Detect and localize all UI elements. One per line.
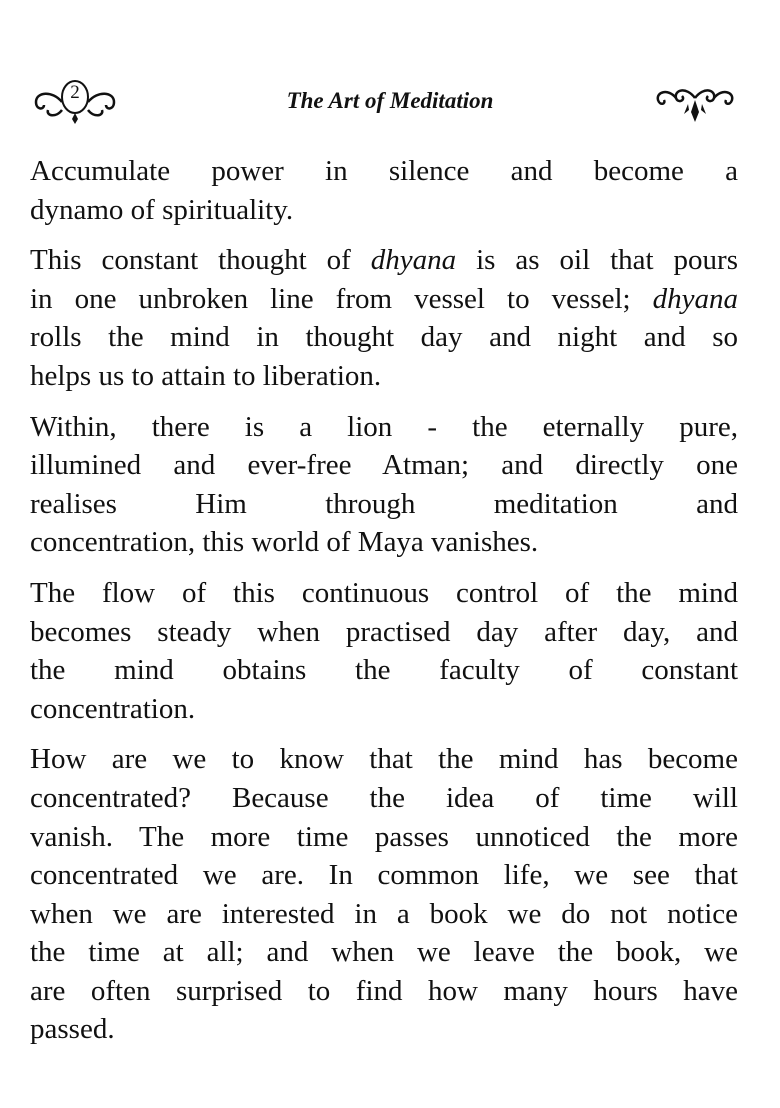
text-line <box>30 779 738 818</box>
text-segment: Within, there is a lion - the eternally pure, <box>30 410 738 443</box>
text-segment: illumined and ever-free Atman; and directly one <box>30 449 738 482</box>
text-segment: is as oil that pours <box>456 244 738 277</box>
text-segment: concentrated we are. In common life, we see that <box>30 859 738 892</box>
text-segment: rolls the mind in thought day and night and so <box>30 321 738 354</box>
text-segment: realises Him through meditation and <box>30 487 738 520</box>
paragraph <box>30 152 738 229</box>
paragraph <box>30 740 738 1049</box>
text-line <box>30 740 738 779</box>
fleuron-ornament-icon <box>650 84 740 124</box>
text-segment: How are we to know that the mind has become <box>30 743 738 776</box>
text-line <box>30 408 738 447</box>
paragraph <box>30 241 738 395</box>
text-line <box>30 446 738 485</box>
text-segment: the time at all; and when we leave the book, we <box>30 936 738 969</box>
text-line <box>30 241 738 280</box>
text-segment: vanish. The more time passes unnoticed the more <box>30 820 738 853</box>
text-segment: Accumulate power in silence and become a <box>30 155 738 187</box>
text-segment: in one unbroken line from vessel to vessel; <box>30 282 653 315</box>
paragraph <box>30 408 738 562</box>
text-line <box>30 818 738 857</box>
text-line <box>30 280 738 319</box>
text-line <box>30 152 738 191</box>
running-header <box>0 80 780 130</box>
text-line <box>30 1010 738 1049</box>
text-segment: This constant thought of <box>30 244 371 277</box>
text-segment: are often surprised to find how many hours have <box>30 974 738 1007</box>
text-segment: concentration. <box>30 692 196 725</box>
text-line <box>30 357 738 396</box>
text-line <box>30 972 738 1011</box>
text-line <box>30 191 738 230</box>
text-line <box>30 651 738 690</box>
text-segment: The flow of this continuous control of the mind <box>30 576 738 609</box>
page-body <box>30 152 738 1061</box>
text-segment: concentration, this world of Maya vanishes. <box>30 526 539 559</box>
text-line <box>30 318 738 357</box>
text-line <box>30 856 738 895</box>
running-title: The Art of Meditation <box>286 88 494 113</box>
text-line <box>30 690 738 729</box>
text-line <box>30 613 738 652</box>
text-segment: the mind obtains the faculty of constant <box>30 654 738 687</box>
text-segment: passed. <box>30 1013 115 1046</box>
paragraph <box>30 574 738 728</box>
text-segment: dynamo of spirituality. <box>30 193 294 226</box>
italic-term: dhyana <box>370 244 457 277</box>
text-segment: helps us to attain to liberation. <box>30 359 382 392</box>
italic-term: dhyana <box>652 282 738 315</box>
text-segment: becomes steady when practised day after day, and <box>30 615 738 648</box>
text-line <box>30 933 738 972</box>
text-line <box>30 895 738 934</box>
text-line <box>30 485 738 524</box>
page-number: 2 <box>70 82 80 103</box>
text-line <box>30 523 738 562</box>
text-segment: when we are interested in a book we do not notice <box>30 897 738 930</box>
text-segment: concentrated? Because the idea of time will <box>30 781 738 814</box>
text-line <box>30 574 738 613</box>
